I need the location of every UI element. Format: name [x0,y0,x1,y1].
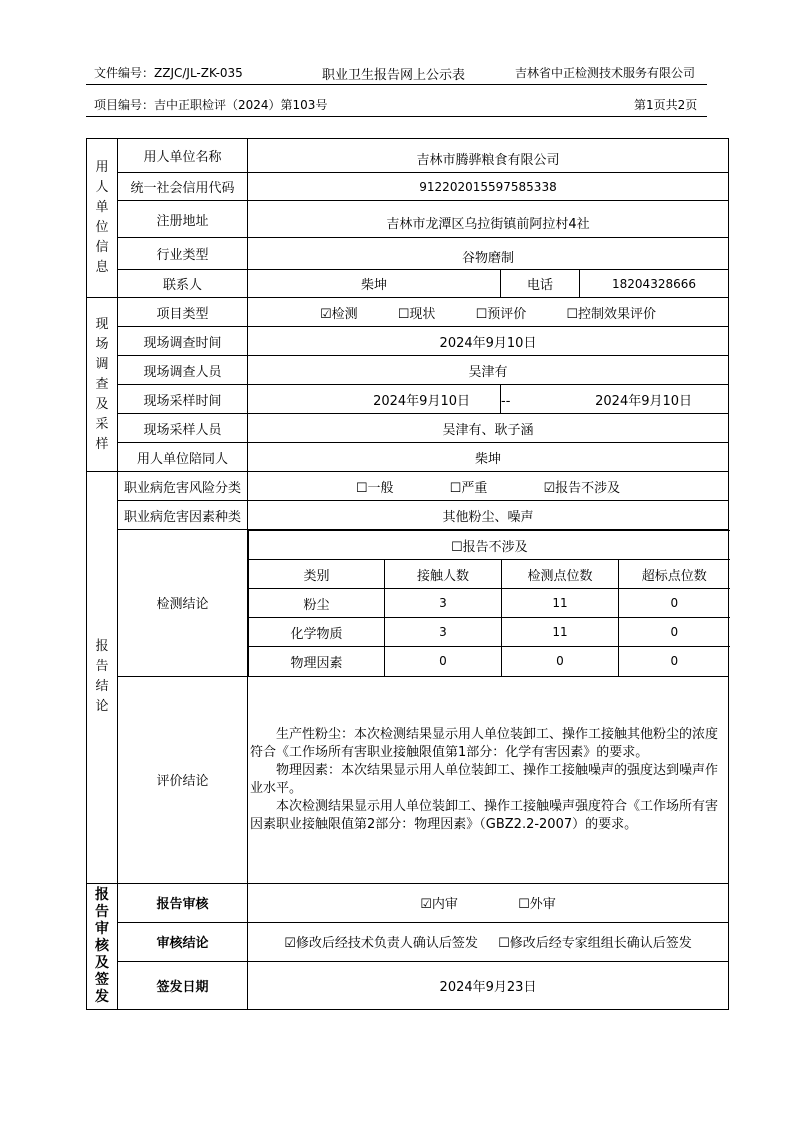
employer-name-value: 吉林市腾骅粮食有限公司 [248,139,729,173]
risk-options [248,472,729,501]
contact-row [87,270,729,298]
result-option-expert-lead[interactable]: ☐修改后经专家组组长确认后签发 [498,936,692,951]
issue-date-row [87,961,729,1009]
factor-row [87,501,729,530]
address-label: 注册地址 [118,201,248,238]
survey-time-row [87,327,729,356]
evaluation-paragraph-dust: 生产性粉尘：本次检测结果显示用人单位装卸工、操作工接触其他粉尘的浓度符合《工作场所有害职业接触限值第1部分：化学有害因素》的要求。 [250,726,719,760]
credit-code-label: 统一社会信用代码 [118,173,248,201]
phone-value: 18204328666 [580,270,729,298]
survey-section-label: 现 场 调 查 及 采 样 [87,298,118,472]
employer-section-label: 用 人 单 位 信 息 [87,139,118,298]
detection-cell [248,530,729,677]
checkbox-icon: ☐ [498,936,510,951]
samplers-label: 现场采样人员 [118,414,248,443]
checkbox-icon: ☐ [449,480,462,496]
project-type-label: 项目类型 [118,298,248,327]
review-result-row [87,922,729,961]
risk-row [87,472,729,501]
survey-staff-value: 吴津有 [248,356,729,385]
sampling-end: 2024年9月10日 [595,393,693,409]
type-option-pre-evaluation[interactable]: ☐预评价 [475,306,527,322]
type-option-detection[interactable]: ☑检测 [319,306,358,322]
factor-label: 职业病危害因素种类 [118,501,248,530]
checkbox-icon: ☐ [355,480,368,496]
table-row: 粉尘 3 11 0 [249,589,730,618]
address-row [87,201,729,238]
sampling-start: 2024年9月10日 [248,385,501,414]
review-option-internal[interactable]: ☑内审 [420,897,458,912]
risk-label: 职业病危害风险分类 [118,472,248,501]
credit-code-value: 912202015597585338 [248,173,729,201]
issue-date-value: 2024年9月23日 [248,961,729,1009]
evaluation-paragraph-physical: 物理因素：本次结果显示用人单位装卸工、操作工接触噪声的强度达到噪声作业水平。 [250,762,719,796]
detection-table [248,530,730,676]
evaluation-text [248,676,729,883]
survey-time-value: 2024年9月10日 [248,327,729,356]
table-row: 化学物质 3 11 0 [249,618,730,647]
samplers-value: 吴津有、耿子涵 [248,414,729,443]
issue-date-label: 签发日期 [118,961,248,1009]
detection-row [87,530,729,677]
industry-value: 谷物磨制 [248,238,729,270]
escort-label: 用人单位陪同人 [118,443,248,472]
credit-code-row [87,173,729,201]
checkbox-icon: ☐ [566,306,579,322]
review-option-external[interactable]: ☐外审 [518,897,556,912]
table-row: 物理因素 0 0 0 [249,647,730,676]
risk-option-serious[interactable]: ☐严重 [449,480,488,496]
not-involved-row [249,531,730,560]
company-name: 吉林省中正检测技术服务有限公司 [515,66,696,80]
checkbox-icon: ☐ [397,306,410,322]
sampling-end-cell [501,385,729,414]
document-title: 职业卫生报告网上公示表 [322,68,466,83]
address-value: 吉林市龙潭区乌拉街镇前阿拉村4社 [248,201,729,238]
project-type-options [248,298,729,327]
review-options [248,883,729,922]
project-type-row [87,298,729,327]
document-number: 文件编号：ZZJC/JL-ZK-035 [94,66,243,80]
disclosure-table [86,138,729,1010]
header-exceed-count: 超标点位数 [619,560,730,589]
header-point-count: 检测点位数 [502,560,619,589]
header-rule-top [86,84,707,85]
evaluation-paragraph-noise: 本次检测结果显示用人单位装卸工、操作工接触噪声强度符合《工作场所有害因素职业接触限值第2部分：物理因素》（GBZ2.2-2007）的要求。 [250,798,719,832]
phone-label: 电话 [501,270,580,298]
survey-staff-row [87,356,729,385]
header-category: 类别 [249,560,385,589]
employer-name-row [87,139,729,173]
conclusion-section-label: 报 告 结 论 [87,472,118,884]
employer-name-label: 用人单位名称 [118,139,248,173]
result-option-technical-lead[interactable]: ☑修改后经技术负责人确认后签发 [284,936,478,951]
review-result-label: 审核结论 [118,922,248,961]
escort-row [87,443,729,472]
header-rule-bottom [86,116,707,117]
evaluation-row [87,676,729,883]
samplers-row [87,414,729,443]
review-result-options [248,922,729,961]
checked-box-icon: ☑ [284,936,296,951]
contact-value: 柴坤 [248,270,501,298]
project-number: 项目编号：吉中正职检评（2024）第103号 [94,98,328,112]
sampling-time-row [87,385,729,414]
not-involved-option[interactable]: ☐报告不涉及 [249,531,730,560]
contact-label: 联系人 [118,270,248,298]
review-label: 报告审核 [118,883,248,922]
checkbox-icon: ☐ [450,539,463,555]
factor-value: 其他粉尘、噪声 [248,501,729,530]
detection-header-row [249,560,730,589]
type-option-control-effect[interactable]: ☐控制效果评价 [566,306,657,322]
checked-box-icon: ☑ [420,897,432,912]
header-exposed-count: 接触人数 [385,560,502,589]
industry-row [87,238,729,270]
checked-box-icon: ☑ [319,306,332,322]
survey-staff-label: 现场调查人员 [118,356,248,385]
survey-time-label: 现场调查时间 [118,327,248,356]
sampling-time-label: 现场采样时间 [118,385,248,414]
sampling-separator: -- [501,393,511,409]
type-option-status[interactable]: ☐现状 [397,306,436,322]
detection-label: 检测结论 [118,530,248,677]
escort-value: 柴坤 [248,443,729,472]
review-row [87,883,729,922]
industry-label: 行业类型 [118,238,248,270]
checkbox-icon: ☐ [475,306,488,322]
checked-box-icon: ☑ [543,480,556,496]
checkbox-icon: ☐ [518,897,530,912]
evaluation-label: 评价结论 [118,676,248,883]
page-number: 第1页共2页 [634,98,698,112]
review-section-label: 报 告 审 核 及 签 发 [87,883,118,1009]
risk-option-general[interactable]: ☐一般 [355,480,394,496]
risk-option-not-involved[interactable]: ☑报告不涉及 [543,480,621,496]
